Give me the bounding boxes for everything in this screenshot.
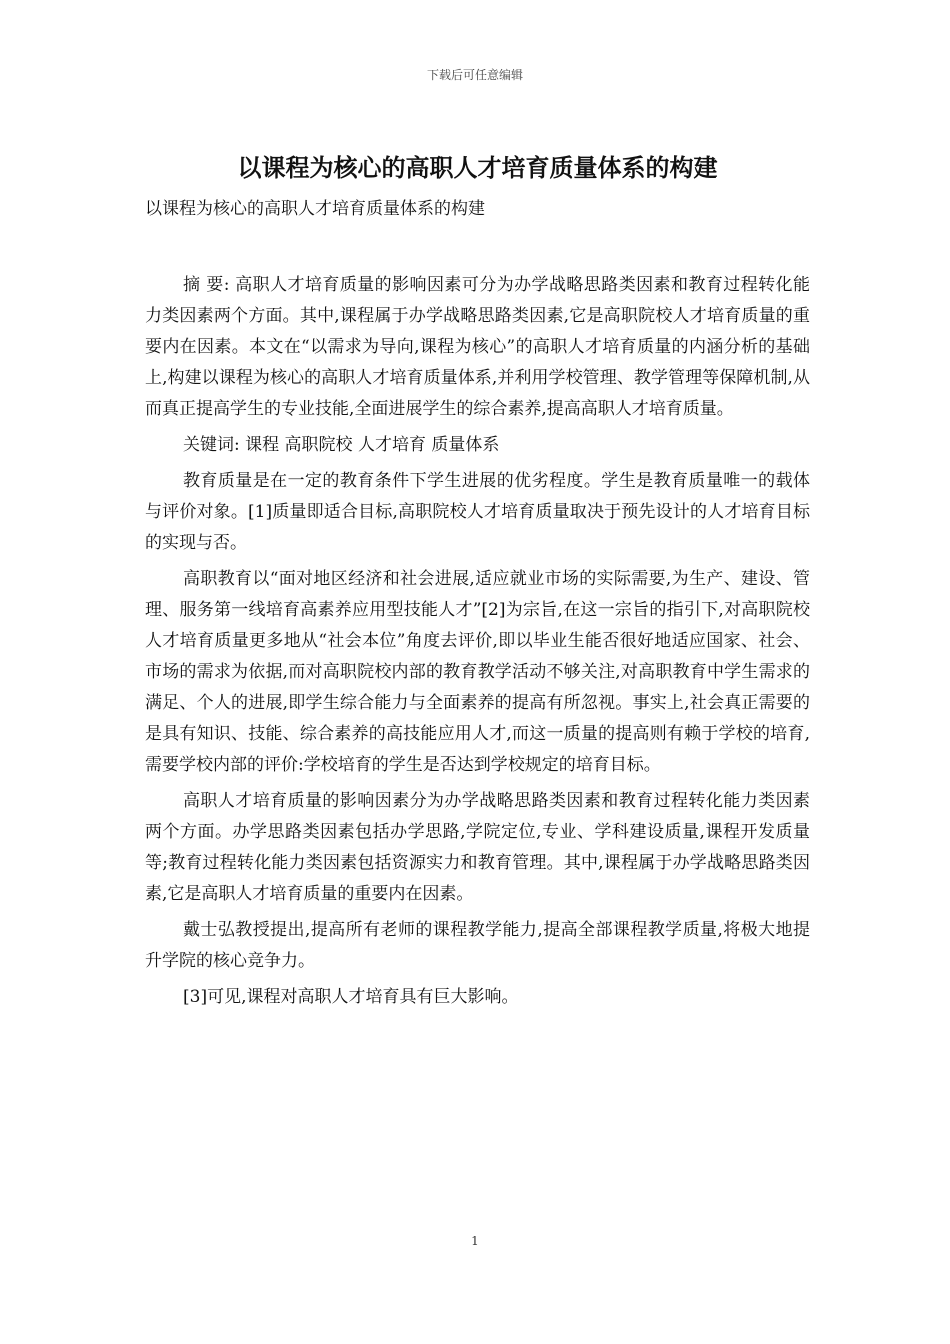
document-body — [145, 148, 810, 1013]
header-note: 下载后可任意编辑 — [426, 68, 523, 82]
document-title: 以课程为核心的高职人才培育质量体系的构建 — [237, 154, 718, 182]
body-paragraph-4: 戴士弘教授提出,提高所有老师的课程教学能力,提高全部课程教学质量,将极大地提升学院的核心竞争力。 — [145, 920, 810, 971]
body-paragraph-5: [3]可见,课程对高职人才培育具有巨大影响。 — [183, 987, 519, 1007]
body-paragraph-1: 教育质量是在一定的教育条件下学生进展的优劣程度。学生是教育质量唯一的载体与评价对象。[1]质量即适合目标,高职院校人才培育质量取决于预先设计的人才培育目标的实现与否。 — [145, 471, 810, 553]
body-paragraph-3: 高职人才培育质量的影响因素分为办学战略思路类因素和教育过程转化能力类因素两个方面。办学思路类因素包括办学思路,学院定位,专业、学科建设质量,课程开发质量等;教育过程转化能力类因素包括资源实力和教育管理。其中,课程属于办学战略思路类因素,它是高职人才培育质量的重要内在因素。 — [145, 791, 810, 904]
abstract-paragraph: 摘 要: 高职人才培育质量的影响因素可分为办学战略思路类因素和教育过程转化能力类因素两个方面。其中,课程属于办学战略思路类因素,它是高职院校人才培育质量的重要内在因素。本文在“以需求为导向,课程为核心”的高职人才培育质量的内涵分析的基础上,构建以课程为核心的高职人才培育质量体系,并利用学校管理、教学管理等保障机制,从而真正提高学生的专业技能,全面进展学生的综合素养,提高高职人才培育质量。 — [145, 275, 810, 419]
body-paragraph-2: 高职教育以“面对地区经济和社会进展,适应就业市场的实际需要,为生产、建设、管理、服务第一线培育高素养应用型技能人才”[2]为宗旨,在这一宗旨的指引下,对高职院校人才培育质量更多地从“社会本位”角度去评价,即以毕业生能否很好地适应国家、社会、市场的需求为依据,而对高职院校内部的教育教学活动不够关注,对高职教育中学生需求的满足、个人的进展,即学生综合能力与全面素养的提高有所忽视。事实上,社会真正需要的是具有知识、技能、综合素养的高技能应用人才,而这一质量的提高则有赖于学校的培育,需要学校内部的评价:学校培育的学生是否达到学校规定的培育目标。 — [145, 569, 810, 775]
keywords-line: 关键词: 课程 高职院校 人才培育 质量体系 — [183, 435, 500, 455]
document-subtitle: 以课程为核心的高职人才培育质量体系的构建 — [145, 199, 485, 219]
page-number: 1 — [471, 1234, 479, 1248]
blank-line — [145, 226, 810, 270]
